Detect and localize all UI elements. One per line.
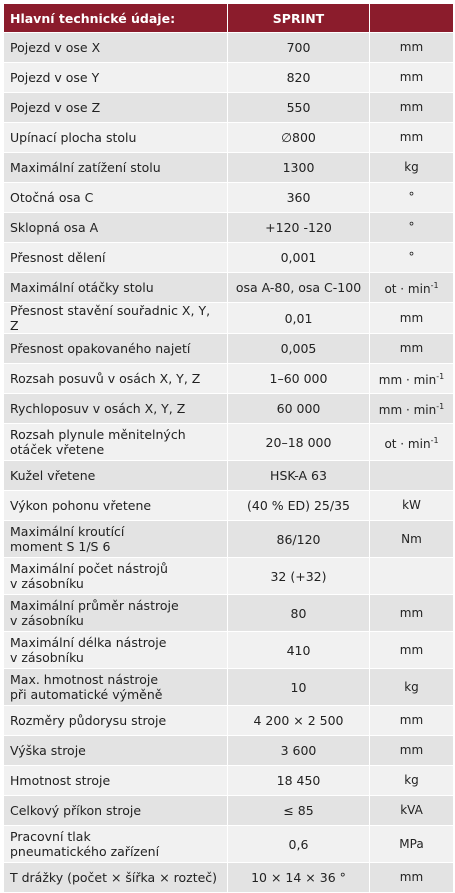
spec-unit-text: ° xyxy=(408,250,415,264)
table-row xyxy=(4,632,454,669)
spec-unit xyxy=(370,491,454,521)
table-row xyxy=(4,364,454,394)
table-row xyxy=(4,243,454,273)
spec-unit xyxy=(370,153,454,183)
spec-unit xyxy=(370,521,454,558)
table-row xyxy=(4,766,454,796)
header-model: SPRINT xyxy=(228,4,370,33)
spec-value: 820 xyxy=(228,63,370,93)
spec-unit xyxy=(370,394,454,424)
spec-value: 0,6 xyxy=(228,826,370,863)
spec-value: 60 000 xyxy=(228,394,370,424)
spec-value: 10 xyxy=(228,669,370,706)
spec-label: Rozsah plynule měnitelných otáček vřetene xyxy=(4,424,228,461)
spec-unit xyxy=(370,461,454,491)
table-row xyxy=(4,334,454,364)
spec-unit-text: Nm xyxy=(401,531,422,546)
spec-label: Rozsah posuvů v osách X, Y, Z xyxy=(4,364,228,394)
spec-label: Maximální otáčky stolu xyxy=(4,273,228,303)
spec-unit-text: mm xyxy=(399,100,424,114)
spec-label: Hmotnost stroje xyxy=(4,766,228,796)
spec-value: 20–18 000 xyxy=(228,424,370,461)
header-unit xyxy=(370,4,454,33)
spec-label: Pojezd v ose Z xyxy=(4,93,228,123)
table-row xyxy=(4,863,454,893)
spec-unit-text: kg xyxy=(404,773,419,787)
spec-value: 550 xyxy=(228,93,370,123)
spec-label: Maximální zatížení stolu xyxy=(4,153,228,183)
spec-unit xyxy=(370,736,454,766)
spec-unit-text: mm xyxy=(399,70,424,84)
table-row xyxy=(4,521,454,558)
spec-label: Pracovní tlak pneumatického zařízení xyxy=(4,826,228,863)
spec-value: 18 450 xyxy=(228,766,370,796)
spec-unit-text: ot · min xyxy=(384,282,431,296)
table-row xyxy=(4,491,454,521)
spec-unit-text: MPa xyxy=(399,836,424,851)
table-row xyxy=(4,706,454,736)
table-row xyxy=(4,394,454,424)
spec-unit-text: kg xyxy=(404,679,419,694)
spec-unit xyxy=(370,334,454,364)
spec-unit-exponent: -1 xyxy=(436,402,445,411)
table-row xyxy=(4,213,454,243)
spec-label: Kužel vřetene xyxy=(4,461,228,491)
spec-label: Maximální počet nástrojů v zásobníku xyxy=(4,558,228,595)
spec-value: 0,005 xyxy=(228,334,370,364)
spec-unit xyxy=(370,826,454,863)
spec-unit xyxy=(370,364,454,394)
spec-unit xyxy=(370,273,454,303)
spec-unit-text: ° xyxy=(408,220,415,234)
spec-unit-text: mm xyxy=(399,870,424,884)
spec-value: ≤ 85 xyxy=(228,796,370,826)
spec-value: 86/120 xyxy=(228,521,370,558)
table-body xyxy=(4,33,454,893)
spec-label: Přesnost dělení xyxy=(4,243,228,273)
table-row xyxy=(4,33,454,63)
spec-unit xyxy=(370,796,454,826)
spec-unit-text: mm xyxy=(399,743,424,757)
spec-label: T drážky (počet × šířka × rozteč) xyxy=(4,863,228,893)
table-row xyxy=(4,558,454,595)
spec-label: Celkový příkon stroje xyxy=(4,796,228,826)
table-row xyxy=(4,303,454,334)
table-row xyxy=(4,273,454,303)
spec-unit-text: mm · min xyxy=(378,373,437,387)
spec-label: Rychloposuv v osách X, Y, Z xyxy=(4,394,228,424)
spec-unit xyxy=(370,183,454,213)
spec-label: Pojezd v ose Y xyxy=(4,63,228,93)
spec-unit xyxy=(370,595,454,632)
spec-unit xyxy=(370,243,454,273)
spec-value: HSK-A 63 xyxy=(228,461,370,491)
spec-value: 360 xyxy=(228,183,370,213)
spec-unit-text: mm xyxy=(399,40,424,54)
spec-label: Sklopná osa A xyxy=(4,213,228,243)
spec-value: 0,01 xyxy=(228,303,370,334)
spec-unit xyxy=(370,669,454,706)
spec-unit-text: mm xyxy=(399,130,424,144)
spec-label: Pojezd v ose X xyxy=(4,33,228,63)
spec-label: Upínací plocha stolu xyxy=(4,123,228,153)
spec-label: Maximální průměr nástroje v zásobníku xyxy=(4,595,228,632)
spec-unit xyxy=(370,863,454,893)
table-header-row xyxy=(4,4,454,33)
spec-value: 0,001 xyxy=(228,243,370,273)
spec-value: 700 xyxy=(228,33,370,63)
spec-unit xyxy=(370,213,454,243)
spec-unit-text: ot · min xyxy=(384,436,431,451)
spec-value: 1–60 000 xyxy=(228,364,370,394)
spec-label: Max. hmotnost nástroje při automatické výměně xyxy=(4,669,228,706)
table-row xyxy=(4,424,454,461)
table-row xyxy=(4,595,454,632)
spec-unit-text: mm xyxy=(399,713,424,727)
table-row xyxy=(4,63,454,93)
spec-unit xyxy=(370,632,454,669)
spec-value: 80 xyxy=(228,595,370,632)
spec-label: Přesnost stavění souřadnic X, Y, Z xyxy=(4,303,228,334)
spec-value: +120 -120 xyxy=(228,213,370,243)
spec-label: Výkon pohonu vřetene xyxy=(4,491,228,521)
table-row xyxy=(4,826,454,863)
spec-unit-text: mm · min xyxy=(378,403,437,417)
spec-value: 4 200 × 2 500 xyxy=(228,706,370,736)
spec-unit xyxy=(370,558,454,595)
spec-value: (40 % ED) 25/35 xyxy=(228,491,370,521)
spec-unit xyxy=(370,303,454,334)
spec-unit xyxy=(370,123,454,153)
spec-unit xyxy=(370,766,454,796)
spec-label: Maximální délka nástroje v zásobníku xyxy=(4,632,228,669)
spec-value: 1300 xyxy=(228,153,370,183)
spec-value: 32 (+32) xyxy=(228,558,370,595)
spec-unit-text: mm xyxy=(399,310,424,325)
table-row xyxy=(4,93,454,123)
table-row xyxy=(4,153,454,183)
table-row xyxy=(4,736,454,766)
spec-unit-exponent: -1 xyxy=(430,435,439,445)
spec-unit-text: kg xyxy=(404,160,419,174)
spec-unit-text: mm xyxy=(399,341,424,355)
spec-unit xyxy=(370,93,454,123)
spec-unit xyxy=(370,424,454,461)
table-row xyxy=(4,796,454,826)
spec-value: ∅800 xyxy=(228,123,370,153)
spec-unit-text: kW xyxy=(402,498,421,512)
table-row xyxy=(4,461,454,491)
spec-unit-exponent: -1 xyxy=(436,372,445,381)
table-row xyxy=(4,669,454,706)
spec-label: Rozměry půdorysu stroje xyxy=(4,706,228,736)
spec-label: Přesnost opakovaného najetí xyxy=(4,334,228,364)
spec-value: 3 600 xyxy=(228,736,370,766)
spec-value: 410 xyxy=(228,632,370,669)
spec-label: Maximální kroutící moment S 1/S 6 xyxy=(4,521,228,558)
spec-unit-text: kVA xyxy=(400,803,423,817)
spec-unit-text: ° xyxy=(408,190,415,204)
table-row xyxy=(4,183,454,213)
spec-unit-exponent: -1 xyxy=(430,281,439,290)
spec-unit-text: mm xyxy=(399,642,424,657)
table-row xyxy=(4,123,454,153)
spec-unit xyxy=(370,706,454,736)
spec-label: Otočná osa C xyxy=(4,183,228,213)
spec-label: Výška stroje xyxy=(4,736,228,766)
header-label: Hlavní technické údaje: xyxy=(4,4,228,33)
technical-specs-table xyxy=(3,3,454,893)
spec-unit xyxy=(370,63,454,93)
spec-value: 10 × 14 × 36 ° xyxy=(228,863,370,893)
spec-value: osa A-80, osa C-100 xyxy=(228,273,370,303)
spec-unit xyxy=(370,33,454,63)
spec-unit-text: mm xyxy=(399,605,424,620)
